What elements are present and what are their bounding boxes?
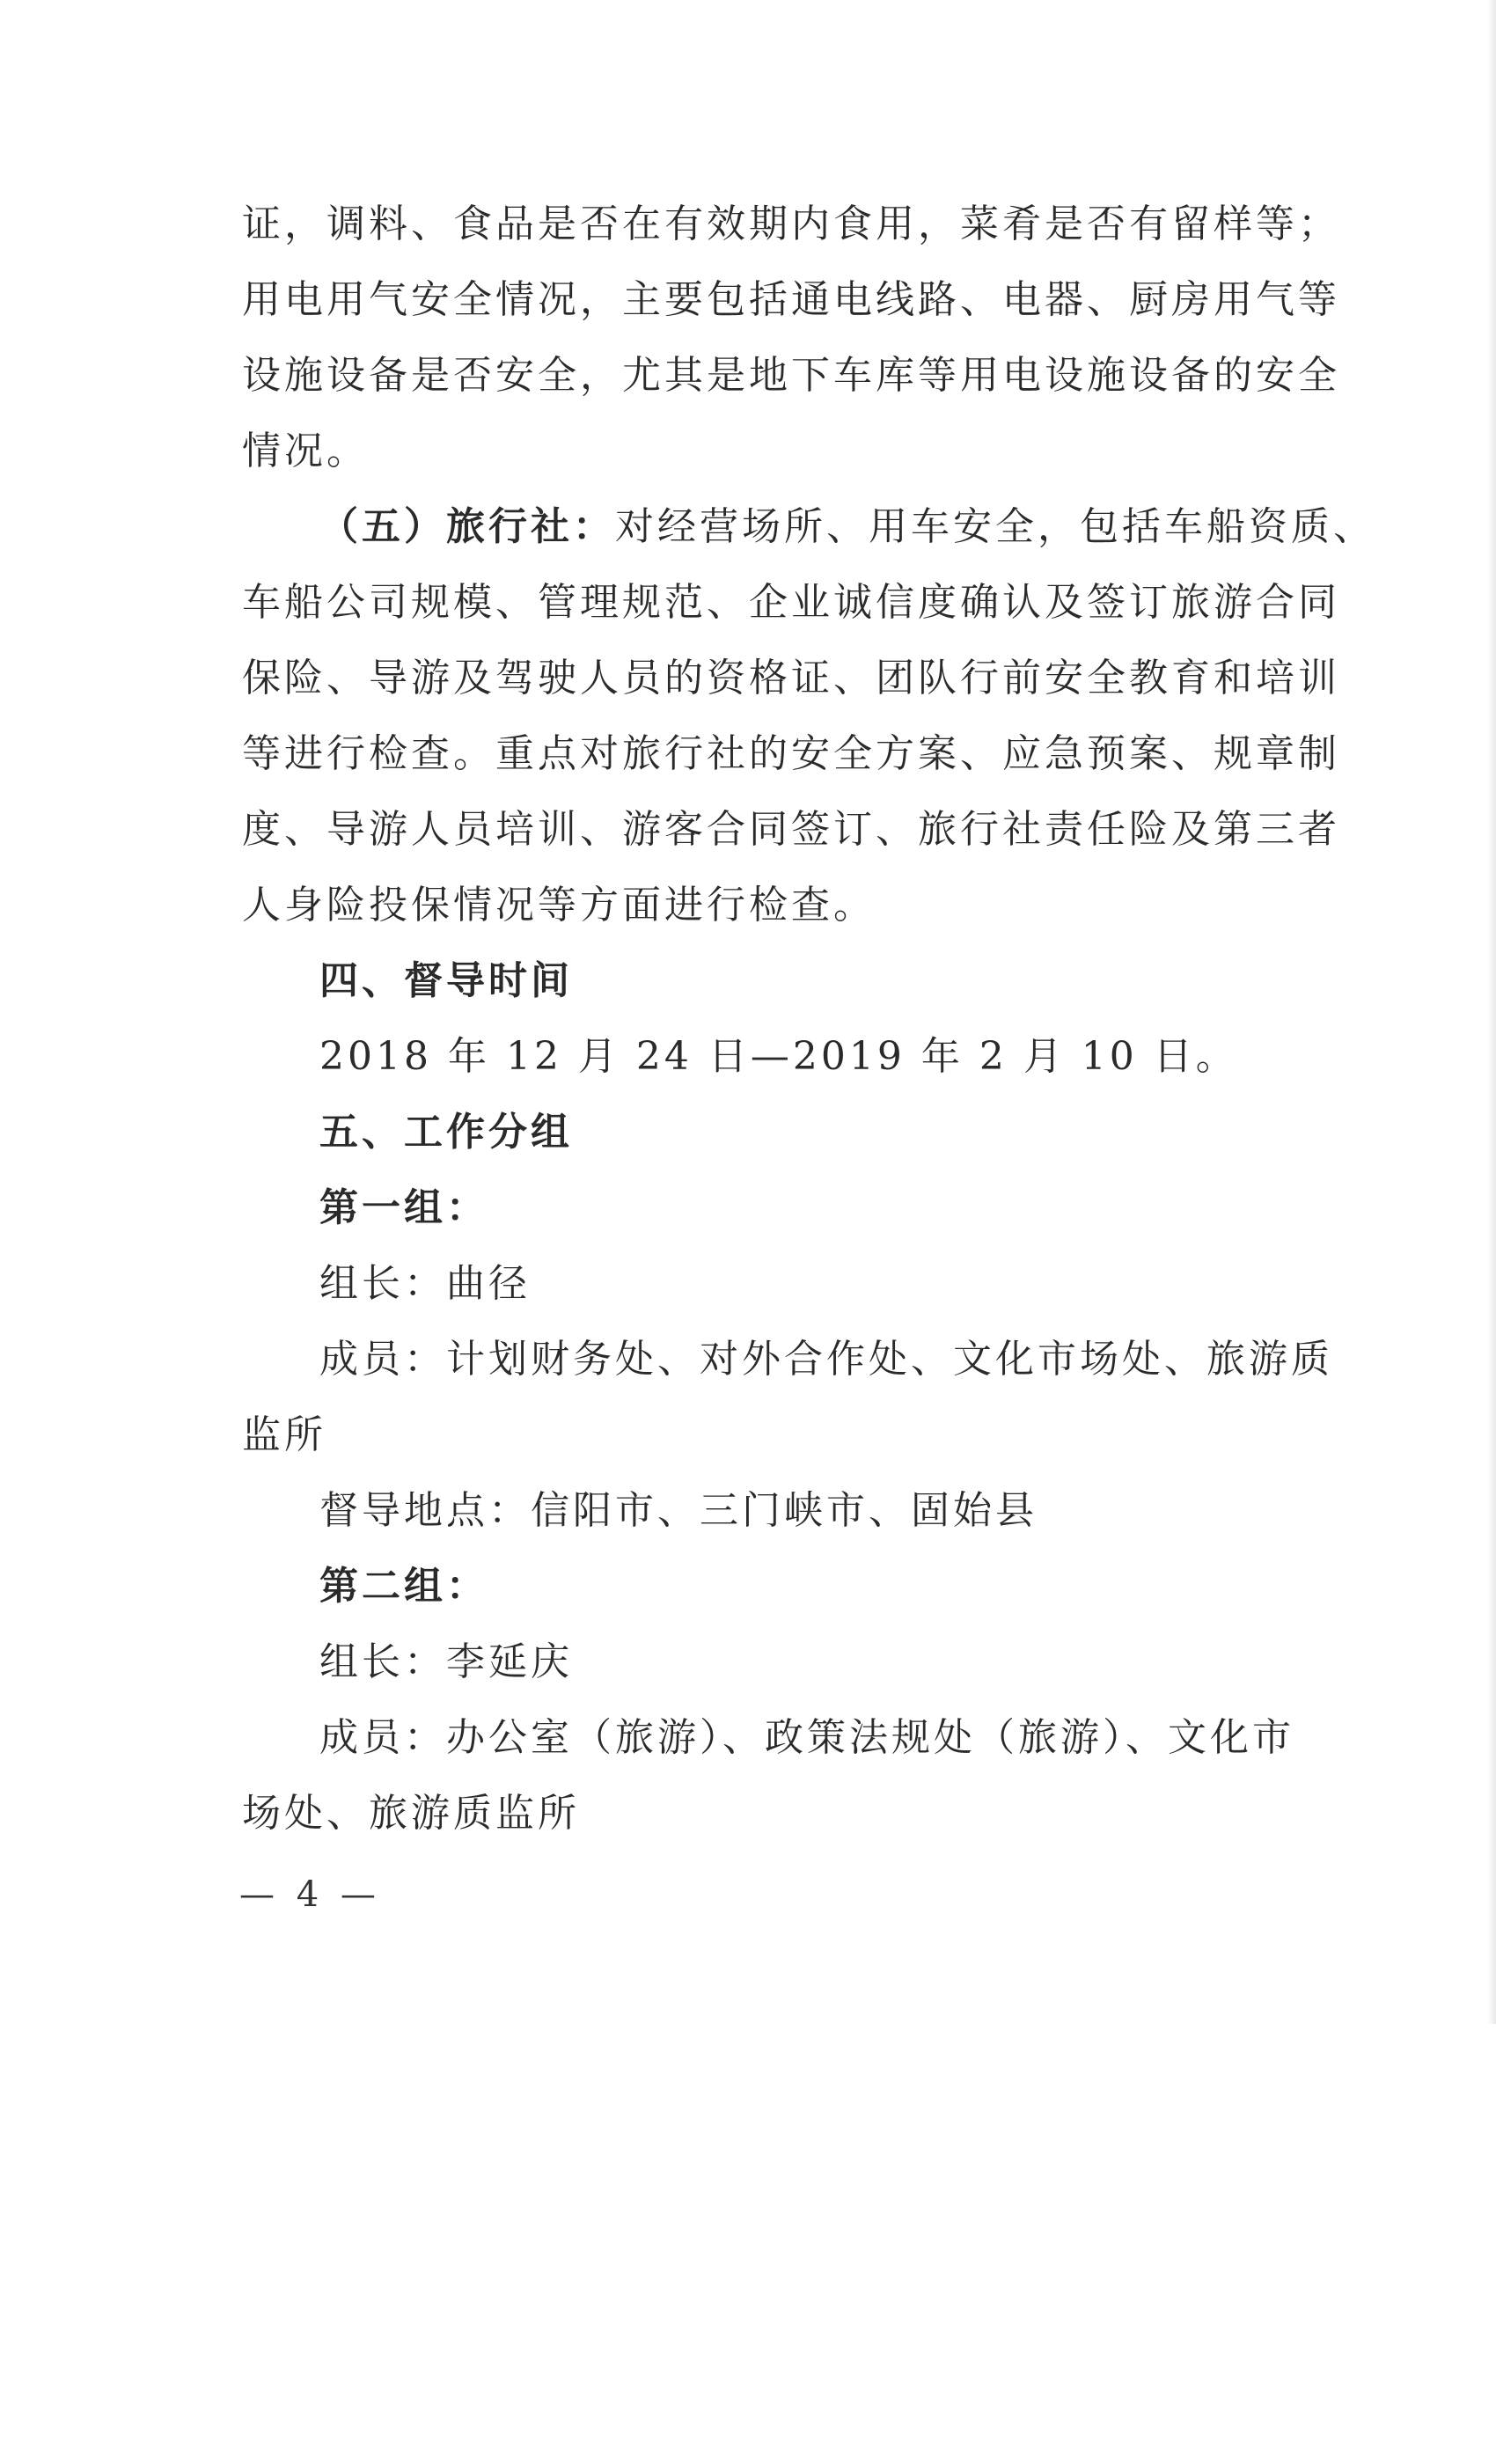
group1-location: 督导地点：信阳市、三门峡市、固始县: [319, 1488, 1038, 1533]
group1-title: 第一组：: [319, 1185, 488, 1230]
travel-agency-first-line: [242, 489, 1375, 565]
travel-agency-heading: （五）旅行社：: [319, 504, 615, 549]
scan-edge-shadow: [1487, 0, 1496, 2024]
body-line: 保险、导游及驾驶人员的资格证、团队行前安全教育和培训: [242, 656, 1340, 700]
body-line: 证，调料、食品是否在有效期内食用，菜肴是否有留样等；: [242, 202, 1340, 246]
document-body: [242, 187, 1375, 1852]
group1-members: 成员：计划财务处、对外合作处、文化市场处、旅游质: [319, 1337, 1333, 1382]
body-line: 设施设备是否安全，尤其是地下车库等用电设施设备的安全: [242, 353, 1340, 398]
group2-leader: 组长：李延庆: [319, 1639, 573, 1684]
travel-agency-first-line-text: 对经营场所、用车安全，包括车船资质、: [615, 504, 1375, 549]
group2-title: 第二组：: [319, 1564, 488, 1609]
body-line: 度、导游人员培训、游客合同签订、旅行社责任险及第三者: [242, 807, 1340, 852]
body-line: 人身险投保情况等方面进行检查。: [242, 883, 876, 928]
body-line: 等进行检查。重点对旅行社的安全方案、应急预案、规章制: [242, 731, 1340, 776]
body-line: 用电用气安全情况，主要包括通电线路、电器、厨房用气等: [242, 277, 1340, 322]
supervision-time-text: 2018 年 12 月 24 日—2019 年 2 月 10 日。: [319, 1034, 1238, 1079]
page-number: — 4 —: [239, 1874, 381, 1915]
section-heading-supervision-time: 四、督导时间: [319, 958, 573, 1003]
section-heading-work-groups: 五、工作分组: [319, 1110, 573, 1155]
group2-members: 成员：办公室（旅游）、政策法规处（旅游）、文化市: [319, 1715, 1294, 1760]
group1-members-continued: 监所: [242, 1412, 326, 1457]
group1-leader: 组长：曲径: [319, 1261, 531, 1306]
body-line: 车船公司规模、管理规范、企业诚信度确认及签订旅游合同: [242, 580, 1340, 625]
group2-members-continued: 场处、旅游质监所: [242, 1791, 580, 1836]
body-line: 情况。: [242, 429, 369, 473]
